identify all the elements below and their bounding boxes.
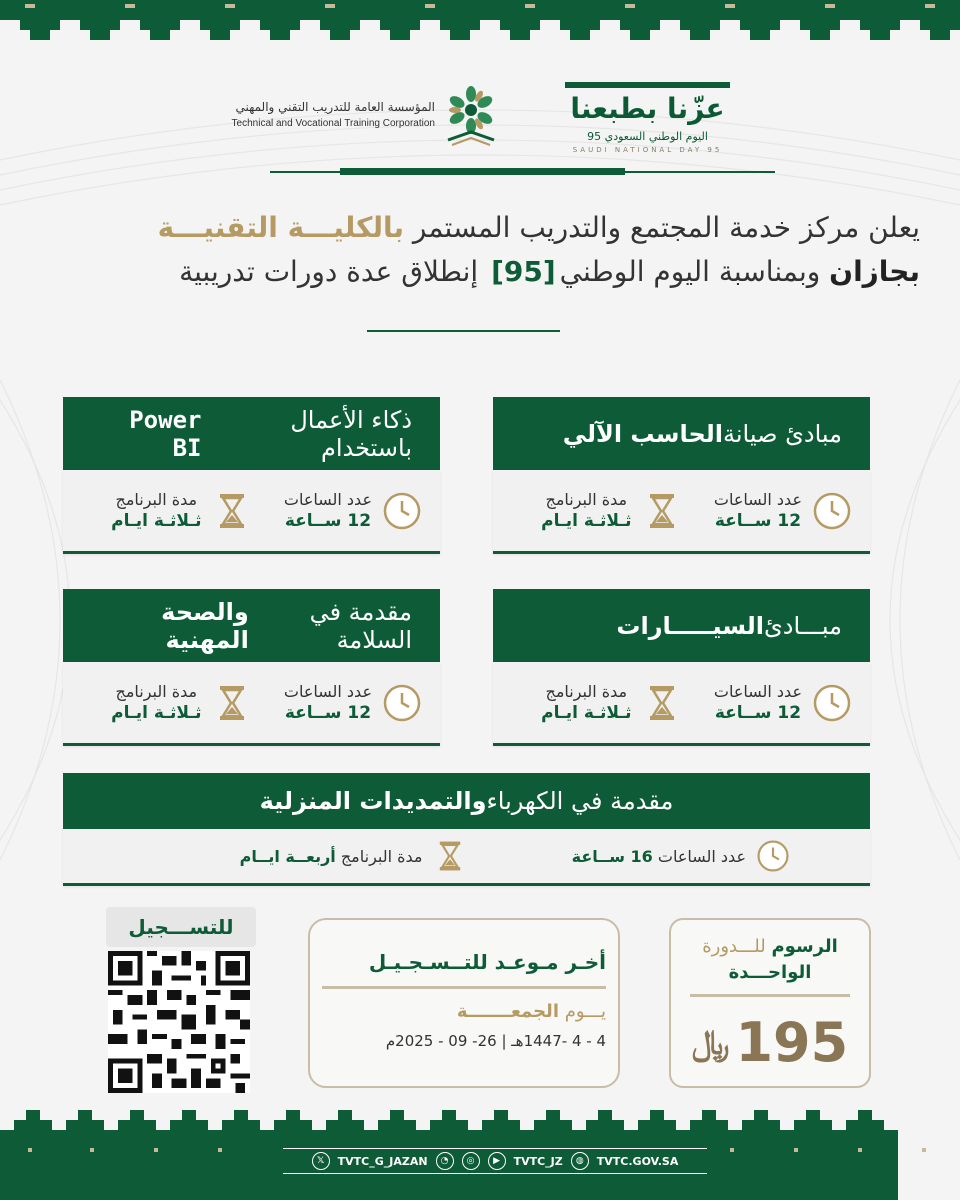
clock-icon xyxy=(382,683,422,723)
deadline-date: 4 - 4 -1447هـ | 26- 09 - 2025م xyxy=(385,1032,606,1050)
globe-icon[interactable]: ◍ xyxy=(571,1152,589,1170)
fee-value: 195 xyxy=(735,1011,849,1074)
clock-icon xyxy=(812,491,852,531)
hours-value: 12 ســاعة xyxy=(284,703,372,723)
tvtc-emblem-icon xyxy=(440,82,502,148)
course-title-pre: مبـــادئ xyxy=(764,611,842,640)
fee-label-line2: الواحـــدة xyxy=(728,962,812,983)
course-title-bold: السيـــــارات xyxy=(616,611,765,640)
fee-box xyxy=(669,918,871,1088)
headline-divider xyxy=(367,330,560,332)
hours-stat xyxy=(252,490,423,531)
fee-title xyxy=(671,934,869,986)
deadline-day xyxy=(322,1001,606,1022)
clock-icon xyxy=(756,839,790,873)
hours-stat xyxy=(682,490,853,531)
deadline-day-value: الجمعـــــــة xyxy=(456,1001,559,1022)
course-card-electricity xyxy=(63,773,870,886)
course-details xyxy=(493,470,870,554)
hourglass-icon xyxy=(212,683,252,723)
course-title xyxy=(493,397,870,470)
course-title xyxy=(63,773,870,829)
duration-stat xyxy=(143,839,467,873)
hours-label: عدد الساعات xyxy=(713,490,802,509)
clock-icon xyxy=(812,683,852,723)
hours-label: عدد الساعات xyxy=(652,846,746,866)
national-day-english: SAUDI NATIONAL DAY 95 xyxy=(572,146,723,154)
handle-youtube[interactable]: TVTC_JZ xyxy=(513,1154,563,1168)
course-card-power-bi xyxy=(63,397,440,554)
hours-label: عدد الساعات xyxy=(283,682,372,701)
duration-label: مدة البرنامج xyxy=(335,846,423,866)
course-title-pre: مقدمة في السلامة xyxy=(309,597,412,654)
course-details xyxy=(493,662,870,746)
hours-text xyxy=(572,847,746,866)
course-card-computer-maintenance xyxy=(493,397,870,554)
course-title-bold: Power BI xyxy=(129,405,202,462)
course-details xyxy=(63,470,440,554)
clock-icon xyxy=(382,491,422,531)
duration-stat xyxy=(511,682,682,723)
hours-label: عدد الساعات xyxy=(713,682,802,701)
course-title xyxy=(63,589,440,662)
duration-label: مدة البرنامج xyxy=(115,490,198,509)
course-details xyxy=(63,662,440,746)
duration-stat xyxy=(81,490,252,531)
hourglass-icon xyxy=(212,491,252,531)
org-name-arabic: المؤسسة العامة للتدريب التقني والمهني xyxy=(235,100,435,114)
course-details xyxy=(63,829,870,886)
course-card-cars xyxy=(493,589,870,746)
hours-stat xyxy=(682,682,853,723)
national-day-title: عزّنا بطبعنا xyxy=(570,92,725,125)
headline-part-1: يعلن مركز خدمة المجتمع والتدريب المستمر xyxy=(404,211,920,244)
hourglass-icon xyxy=(433,839,467,873)
duration-value: أربعــة ايــام xyxy=(239,846,336,866)
deadline-divider xyxy=(322,986,606,989)
fee-amount xyxy=(671,1011,869,1074)
deadline-title: أخـر مـوعـد للتــسـجـيـل xyxy=(368,950,606,974)
hourglass-icon xyxy=(642,491,682,531)
duration-value: ثـلاثـة ايـام xyxy=(111,703,202,723)
org-name-english: Technical and Vocational Training Corporation xyxy=(231,118,435,129)
headline-city: بجازان xyxy=(829,255,920,288)
duration-value: ثـلاثـة ايـام xyxy=(111,511,202,531)
fee-label-bold: الرسوم xyxy=(771,936,838,957)
hours-value: 12 ســاعة xyxy=(284,511,372,531)
headline-launch: إنطلاق عدة دورات تدريبية xyxy=(179,255,488,288)
course-title-pre: مقدمة في الكهرباء xyxy=(486,787,674,815)
headline-college: بالكليـــة التقنيـــة xyxy=(157,211,404,244)
duration-stat xyxy=(511,490,682,531)
riyal-currency-icon: ﷼ xyxy=(691,1022,730,1063)
footer-social-bar xyxy=(283,1148,707,1174)
deadline-day-label: يـــوم xyxy=(559,1001,606,1022)
hourglass-icon xyxy=(642,683,682,723)
course-card-safety xyxy=(63,589,440,746)
hours-label: عدد الساعات xyxy=(283,490,372,509)
duration-value: ثـلاثـة ايـام xyxy=(541,511,632,531)
duration-label: مدة البرنامج xyxy=(545,490,628,509)
header-divider xyxy=(270,171,775,173)
hours-value: 12 ســاعة xyxy=(714,703,802,723)
course-title-bold: والصحة المهنية xyxy=(161,597,249,654)
fee-label-rest: للـــدورة xyxy=(702,936,772,957)
snapchat-icon[interactable]: ◔ xyxy=(436,1152,454,1170)
duration-value: ثـلاثـة ايـام xyxy=(541,703,632,723)
national-day-logo xyxy=(565,82,730,154)
headline-95-badge: [95] xyxy=(491,255,556,288)
qr-code-icon[interactable] xyxy=(106,951,252,1093)
handle-x[interactable]: TVTC_G_JAZAN xyxy=(337,1154,428,1168)
duration-label: مدة البرنامج xyxy=(545,682,628,701)
duration-stat xyxy=(81,682,252,723)
hours-value: 12 ســاعة xyxy=(714,511,802,531)
registration-qr[interactable] xyxy=(106,907,256,1093)
hours-stat xyxy=(252,682,423,723)
duration-text xyxy=(240,847,423,866)
duration-label: مدة البرنامج xyxy=(115,682,198,701)
course-title-bold: الحاسب الآلي xyxy=(562,419,723,448)
headline-occasion: وبمناسبة اليوم الوطني xyxy=(559,255,830,288)
hours-stat xyxy=(467,839,791,873)
announcement-headline xyxy=(40,206,920,294)
national-day-subtitle: اليوم الوطني السعودي 95 xyxy=(587,130,708,143)
instagram-icon[interactable]: ◎ xyxy=(462,1152,480,1170)
course-title-pre: مبادئ صيانة xyxy=(723,419,842,448)
course-title-pre: ذكاء الأعمال باستخدام xyxy=(290,405,412,462)
top-border-pattern xyxy=(0,0,960,60)
header-logos xyxy=(230,78,730,158)
deadline-box xyxy=(308,918,620,1088)
course-title-bold: والتمديدات المنزلية xyxy=(259,787,487,815)
youtube-icon[interactable]: ▶ xyxy=(488,1152,506,1170)
tvtc-org-name xyxy=(230,100,435,129)
bottom-border-pattern xyxy=(0,1090,960,1200)
x-twitter-icon[interactable]: 𝕏 xyxy=(312,1152,330,1170)
website-link[interactable]: TVTC.GOV.SA xyxy=(596,1154,679,1168)
course-title xyxy=(63,397,440,470)
hours-value: 16 ســاعة xyxy=(571,846,653,866)
fee-divider xyxy=(690,994,850,997)
course-title xyxy=(493,589,870,662)
register-label: للتســـجيل xyxy=(106,907,256,947)
